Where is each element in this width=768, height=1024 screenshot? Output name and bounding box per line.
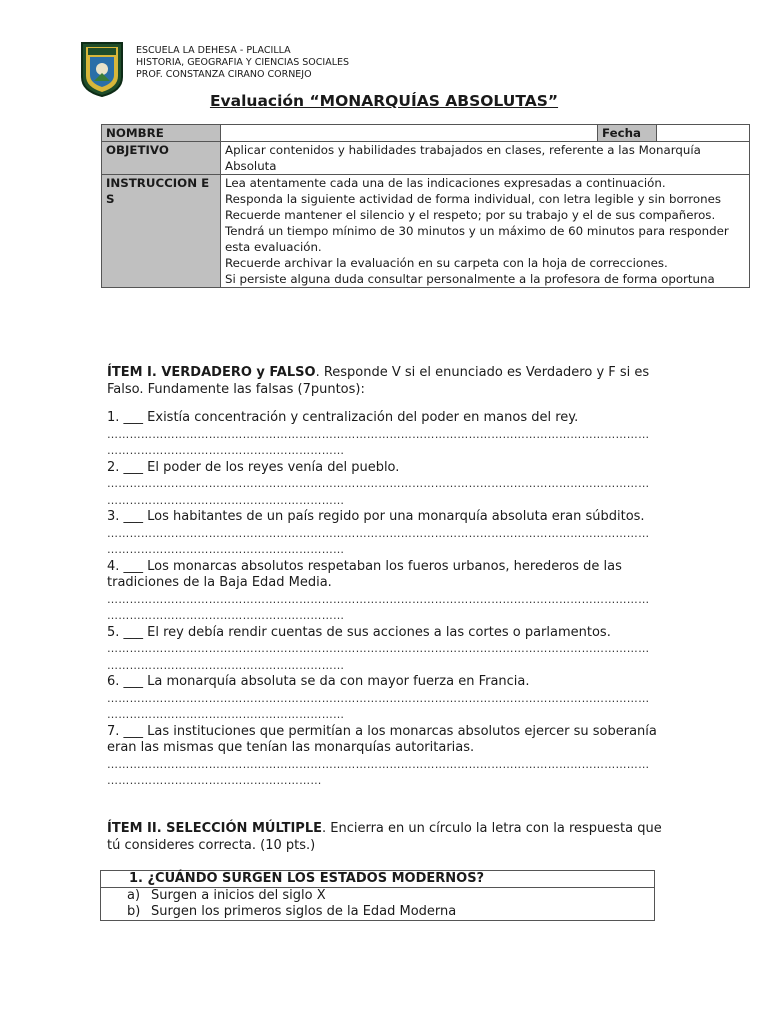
mc-question: 1. ¿CUÁNDO SURGEN LOS ESTADOS MODERNOS?: [101, 871, 655, 888]
mc-option-a[interactable]: [101, 888, 655, 905]
subject-name: HISTORIA, GEOGRAFIA Y CIENCIAS SOCIALES: [136, 57, 350, 68]
question-5: [107, 625, 667, 675]
question-text: 2. ___ El poder de los reyes venía del pueblo.: [107, 459, 400, 475]
instruccion-item: Si persiste alguna duda consultar personalmente a la profesora de forma oportuna: [225, 272, 715, 286]
true-false-list: [107, 410, 667, 790]
item1-instructions: . Responde V si el enunciado es Verdadero y F si es Falso. Fundamente las falsas (7puntos):: [107, 365, 650, 397]
question-text: 3. ___ Los habitantes de un país regido por una monarquía absoluta eran súbditos.: [107, 509, 645, 524]
option-letter[interactable]: b): [127, 904, 141, 919]
answer-line[interactable]: ………………………………………………………………………………………………………………………………: [107, 526, 650, 540]
objetivo-text: Aplicar contenidos y habilidades trabajados en clases, referente a las Monarquía Absoluta: [221, 142, 750, 175]
mc-option-b[interactable]: [101, 904, 655, 921]
question-1: [107, 410, 667, 460]
nombre-label: NOMBRE: [102, 125, 221, 142]
item2-heading: [107, 821, 667, 854]
answer-line[interactable]: ………………………………………………………………………………………………………………………………: [107, 477, 650, 490]
question-2: [107, 460, 667, 510]
teacher-name: PROF. CONSTANZA CIRANO CORNEJO: [136, 69, 312, 80]
instrucciones-list: [221, 175, 750, 288]
question-text: 5. ___ El rey debía rendir cuentas de sus acciones a las cortes o parlamentos.: [107, 624, 611, 640]
question-4: [107, 559, 667, 625]
question-3: [107, 509, 667, 559]
answer-line[interactable]: ………………………………………………………………………………………………………………………………: [107, 592, 650, 606]
answer-line[interactable]: ………………………………………………………: [107, 493, 345, 507]
answer-line[interactable]: ………………………………………………………………………………………………………………………………: [107, 691, 650, 705]
school-name: ESCUELA LA DEHESA - PLACILLA: [136, 45, 291, 56]
instruccion-item: Lea atentamente cada una de las indicaciones expresadas a continuación.: [225, 176, 666, 190]
item2-instructions: . Encierra en un círculo la letra con la respuesta que tú consideres correcta. (10 pts.): [107, 821, 662, 853]
instruccion-item: Responda la siguiente actividad de forma individual, con letra legible y sin borrones: [225, 192, 721, 206]
answer-line[interactable]: ………………………………………………………………………………………………………………………………: [107, 427, 650, 441]
question-text: 7. ___ Las instituciones que permitían a los monarcas absolutos ejercer su soberanía eran las mismas que tenían las monarquías autoritarias.: [107, 723, 657, 755]
answer-line[interactable]: ………………………………………………………: [107, 609, 345, 622]
objetivo-label: OBJETIVO: [102, 142, 221, 175]
fecha-field[interactable]: [657, 125, 750, 142]
question-6: [107, 674, 667, 724]
option-text: Surgen los primeros siglos de la Edad Moderna: [151, 904, 457, 919]
instruccion-item: Recuerde mantener el silencio y el respeto; por su trabajo y el de sus compañeros.: [225, 208, 716, 222]
item1-heading: [107, 365, 667, 398]
instruccion-item: Tendrá un tiempo mínimo de 30 minutos y un máximo de 60 minutos para responder esta evaluación.: [225, 224, 729, 254]
answer-line[interactable]: ………………………………………………………: [107, 658, 345, 672]
option-letter[interactable]: a): [127, 888, 141, 903]
instrucciones-label: INSTRUCCION ES: [102, 175, 221, 288]
answer-line[interactable]: ………………………………………………………: [107, 444, 345, 457]
fecha-label: Fecha: [598, 125, 657, 142]
question-7: [107, 724, 667, 790]
question-text: 6. ___ La monarquía absoluta se da con mayor fuerza en Francia.: [107, 674, 530, 689]
question-text: 1. ___ Existía concentración y centralización del poder en manos del rey.: [107, 410, 579, 425]
answer-line[interactable]: ………………………………………………………: [107, 708, 345, 721]
item2-title: ÍTEM II. SELECCIÓN MÚLTIPLE: [107, 821, 322, 836]
answer-line[interactable]: ………………………………………………………………………………………………………………………………: [107, 757, 650, 771]
multiple-choice-table: [100, 870, 655, 921]
question-text: 4. ___ Los monarcas absolutos respetaban los fueros urbanos, herederos de las tradiciones de la Baja Edad Media.: [107, 558, 622, 590]
page-title: Evaluación “MONARQUÍAS ABSOLUTAS”: [209, 92, 559, 110]
option-text: Surgen a inicios del siglo X: [151, 888, 326, 903]
nombre-field[interactable]: [221, 125, 598, 142]
answer-line[interactable]: ………………………………………………………: [107, 543, 345, 556]
school-logo: [80, 41, 124, 98]
info-table: [101, 124, 750, 288]
instruccion-item: Recuerde archivar la evaluación en su carpeta con la hoja de correcciones.: [225, 256, 668, 270]
answer-line[interactable]: ………………………………………………………………………………………………………………………………: [107, 642, 650, 655]
item1-title: ÍTEM I. VERDADERO y FALSO: [107, 365, 316, 380]
school-header: [136, 45, 349, 81]
answer-line[interactable]: …………………………………………………: [107, 774, 322, 787]
